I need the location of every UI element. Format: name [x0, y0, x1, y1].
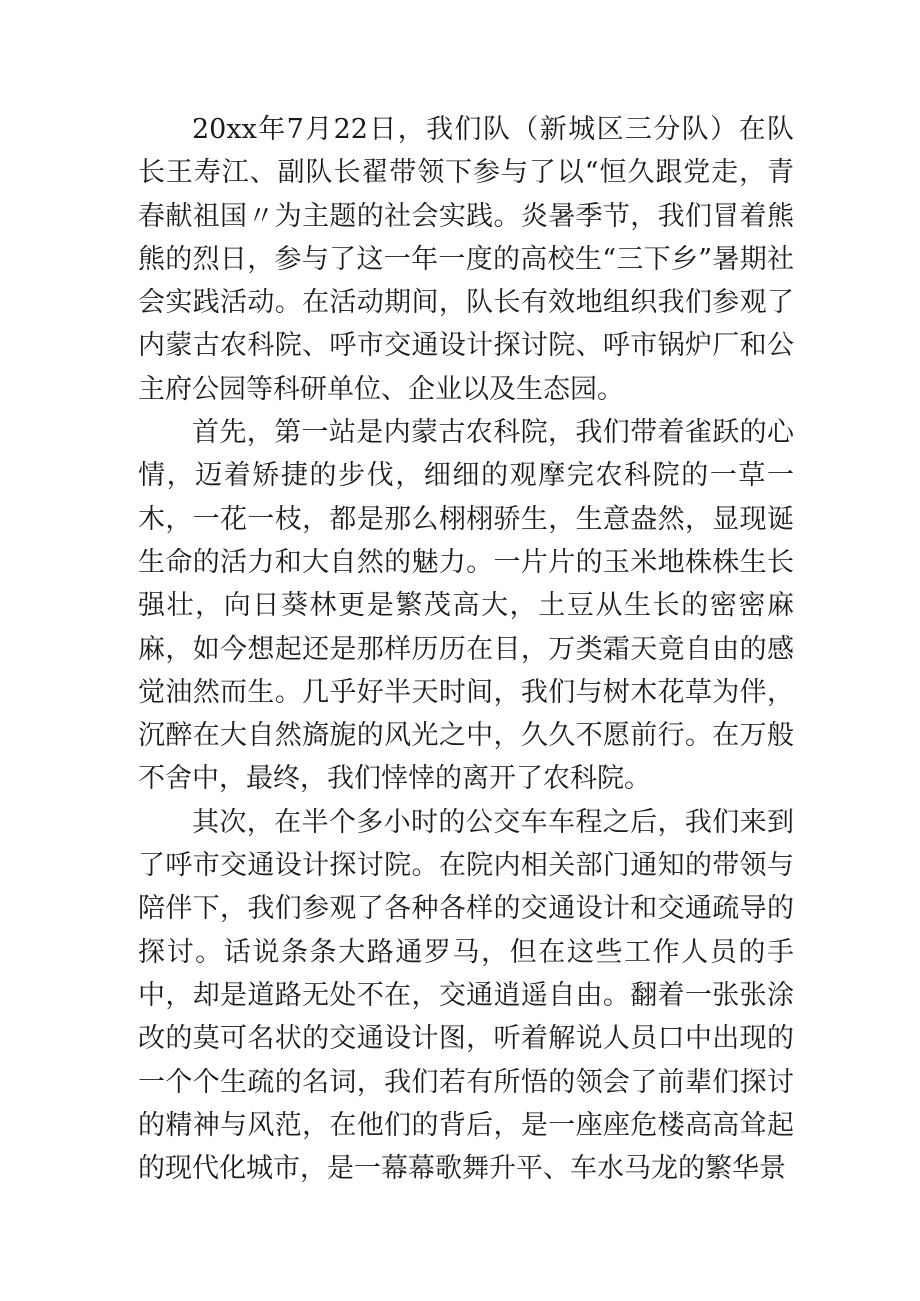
paragraph-1: 20xx年7月22日，我们队（新城区三分队）在队长王寿江、副队长翟带领下参与了以“恒久跟党走，青春献祖国〃为主题的社会实践。炎暑季节，我们冒着熊熊的烈日，参与了这一年一度的高校生“三下乡”暑期社会实践活动。在活动期间，队长有效地组织我们参观了内蒙古农科院、呼市交通设计探讨院、呼市锅炉厂和公主府公园等科研单位、企业以及生态园。 — [138, 114, 794, 405]
paragraph-2: 首先，第一站是内蒙古农科院，我们带着雀跃的心情，迈着矫捷的步伐，细细的观摩完农科院的一草一木，一花一枝，都是那么栩栩骄生，生意盎然，显现诞生命的活力和大自然的魅力。一片片的玉米地株株生长强壮，向日葵林更是繁茂高大，土豆从生长的密密麻麻，如今想起还是那样历历在目，万类霜天竟自由的感觉油然而生。几乎好半天时间，我们与树木花草为伴，沉醉在大自然旖旎的风光之中，久久不愿前行。在万般不舍中，最终，我们悻悻的离开了农科院。 — [138, 417, 794, 795]
paragraph-3: 其次，在半个多小时的公交车车程之后，我们来到了呼市交通设计探讨院。在院内相关部门通知的带领与陪伴下，我们参观了各种各样的交通设计和交通疏导的探讨。话说条条大路通罗马，但在这些工作人员的手中，却是道路无处不在，交通逍遥自由。翻着一张张涂改的莫可名状的交通设计图，听着解说人员口中出现的一个个生疏的名词，我们若有所悟的领会了前辈们探讨的精神与风范，在他们的背后，是一座座危楼高高耸起的现代化城市，是一幕幕歌舞升平、车水马龙的繁华景 — [138, 806, 794, 1185]
document-body — [138, 108, 794, 1190]
